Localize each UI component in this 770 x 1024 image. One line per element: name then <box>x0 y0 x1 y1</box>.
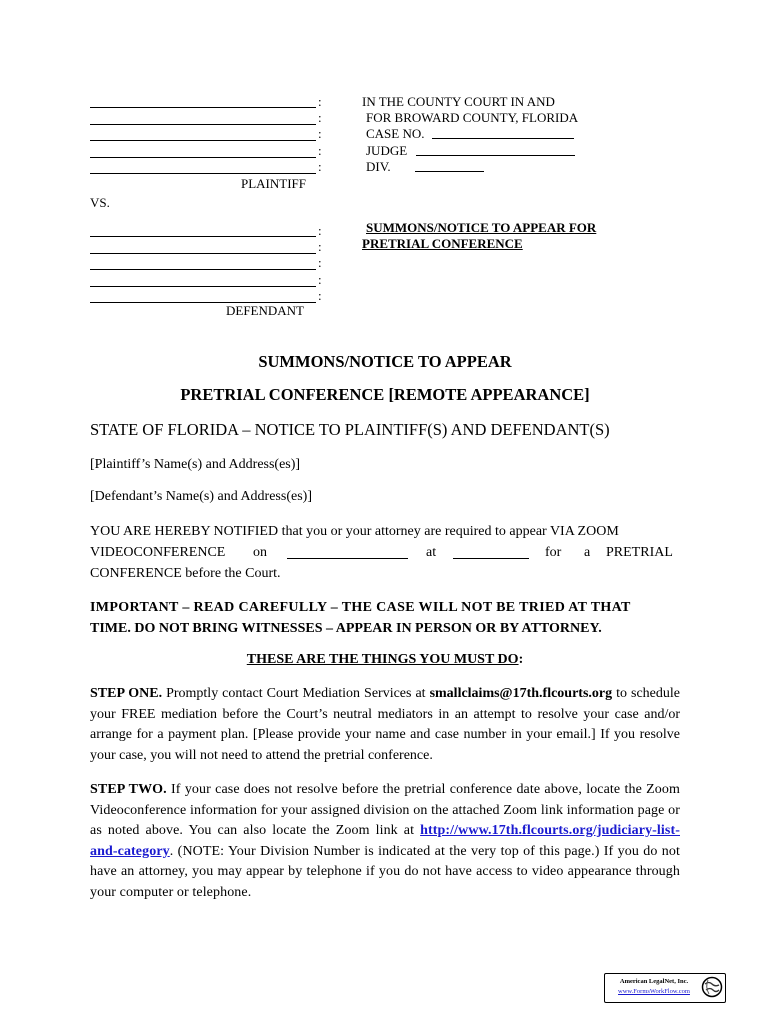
state-notice-line: STATE OF FLORIDA – NOTICE TO PLAINTIFF(S) AND DEFENDANT(S) <box>90 420 610 439</box>
plaintiff-line[interactable] <box>90 108 316 125</box>
case-no-label: CASE NO. <box>366 126 425 141</box>
step-two-paragraph <box>90 780 680 903</box>
defendant-line[interactable] <box>90 286 316 303</box>
judge-label: JUDGE <box>366 143 408 158</box>
date-field[interactable] <box>287 545 408 559</box>
caption-colon: : <box>318 255 322 270</box>
stamp-company: American LegalNet, Inc. <box>619 978 689 985</box>
defendant-names-placeholder[interactable]: [Defendant’s Name(s) and Address(es)] <box>90 489 312 504</box>
plaintiff-line[interactable] <box>90 141 316 158</box>
defendant-label: DEFENDANT <box>226 303 304 318</box>
caption-colon: : <box>318 272 322 287</box>
step-two-text-b: . (NOTE: Your Division Number is indicated at the very top of this page.) If you do not have an attorney, you may appear by telephone if you do not have access to video appearance through your computer or telephone. <box>90 843 680 900</box>
notice-line-1: YOU ARE HEREBY NOTIFIED that you or your attorney are required to appear VIA ZOOM <box>90 524 619 539</box>
mediation-email[interactable]: smallclaims@17th.flcourts.org <box>429 686 613 701</box>
notice-line-2 <box>90 543 680 563</box>
caption-colon: : <box>318 126 322 141</box>
caption-colon: : <box>318 239 322 254</box>
caption-colon: : <box>318 94 322 109</box>
step-one-label: STEP ONE. <box>90 686 163 701</box>
globe-icon <box>701 976 723 998</box>
caption-colon: : <box>318 223 322 238</box>
plaintiff-names-placeholder[interactable]: [Plaintiff’s Name(s) and Address(es)] <box>90 457 301 472</box>
stamp-website[interactable]: www.FormsWorkFlow.com <box>618 988 690 995</box>
must-do-text: THESE ARE THE THINGS YOU MUST DO <box>246 652 519 667</box>
div-field[interactable] <box>415 159 484 172</box>
plaintiff-line[interactable] <box>90 91 316 108</box>
div-label: DIV. <box>366 159 391 174</box>
notice-line-3: CONFERENCE before the Court. <box>90 566 281 581</box>
defendant-line[interactable] <box>90 253 316 270</box>
court-line: IN THE COUNTY COURT IN AND <box>362 94 555 109</box>
notice-word: at <box>426 545 437 560</box>
judge-field[interactable] <box>416 143 575 156</box>
legalnet-stamp <box>604 973 726 1003</box>
caption-colon: : <box>318 159 322 174</box>
side-title-line-2: PRETRIAL CONFERENCE <box>362 236 523 251</box>
plaintiff-line[interactable] <box>90 124 316 141</box>
must-do-colon: : <box>518 652 524 667</box>
step-one-text-a: Promptly contact Court Mediation Services at <box>162 686 430 701</box>
step-two-label: STEP TWO. <box>90 782 167 797</box>
case-no-field[interactable] <box>432 126 574 139</box>
court-line: FOR BROWARD COUNTY, FLORIDA <box>366 110 579 125</box>
important-line-2: TIME. DO NOT BRING WITNESSES – APPEAR IN PERSON OR BY ATTORNEY. <box>90 621 602 636</box>
notice-word: VIDEOCONFERENCE <box>90 545 226 560</box>
important-line-1: IMPORTANT – READ CAREFULLY – THE CASE WILL NOT BE TRIED AT THAT <box>90 600 631 615</box>
notice-word: PRETRIAL <box>606 545 673 560</box>
notice-word: for <box>545 545 562 560</box>
side-title-line-1: SUMMONS/NOTICE TO APPEAR FOR <box>366 220 597 235</box>
caption-colon: : <box>318 143 322 158</box>
document-subtitle: PRETRIAL CONFERENCE [REMOTE APPEARANCE] <box>180 385 590 404</box>
time-field[interactable] <box>453 545 529 559</box>
caption-colon: : <box>318 288 322 303</box>
step-one-text-b: to schedule your FREE mediation before the Court’s neutral mediators in an attempt to resolve your case and/or arrange for a payment plan. [Please provide your name and case number in your email.] If you resolve your case, you will not need to attend the pretrial conference. <box>90 686 680 763</box>
zoom-directory-link[interactable]: http://www.17th.flcourts.org/judiciary-list-and-category <box>90 823 680 859</box>
defendant-line[interactable] <box>90 237 316 254</box>
notice-word: on <box>253 545 267 560</box>
vs-label: VS. <box>90 195 110 210</box>
plaintiff-label: PLAINTIFF <box>241 176 307 191</box>
defendant-line[interactable] <box>90 220 316 237</box>
must-do-heading <box>0 652 770 668</box>
plaintiff-line[interactable] <box>90 157 316 174</box>
step-two-text-a: If your case does not resolve before the pretrial conference date above, locate the Zoom Videoconference information for your assigned division on the attached Zoom link information page or as noted above. You can also locate the Zoom link at <box>90 782 680 838</box>
caption-colon: : <box>318 110 322 125</box>
notice-word: a <box>584 545 591 560</box>
defendant-line[interactable] <box>90 270 316 287</box>
document-title: SUMMONS/NOTICE TO APPEAR <box>258 352 512 371</box>
step-one-paragraph <box>90 684 680 766</box>
